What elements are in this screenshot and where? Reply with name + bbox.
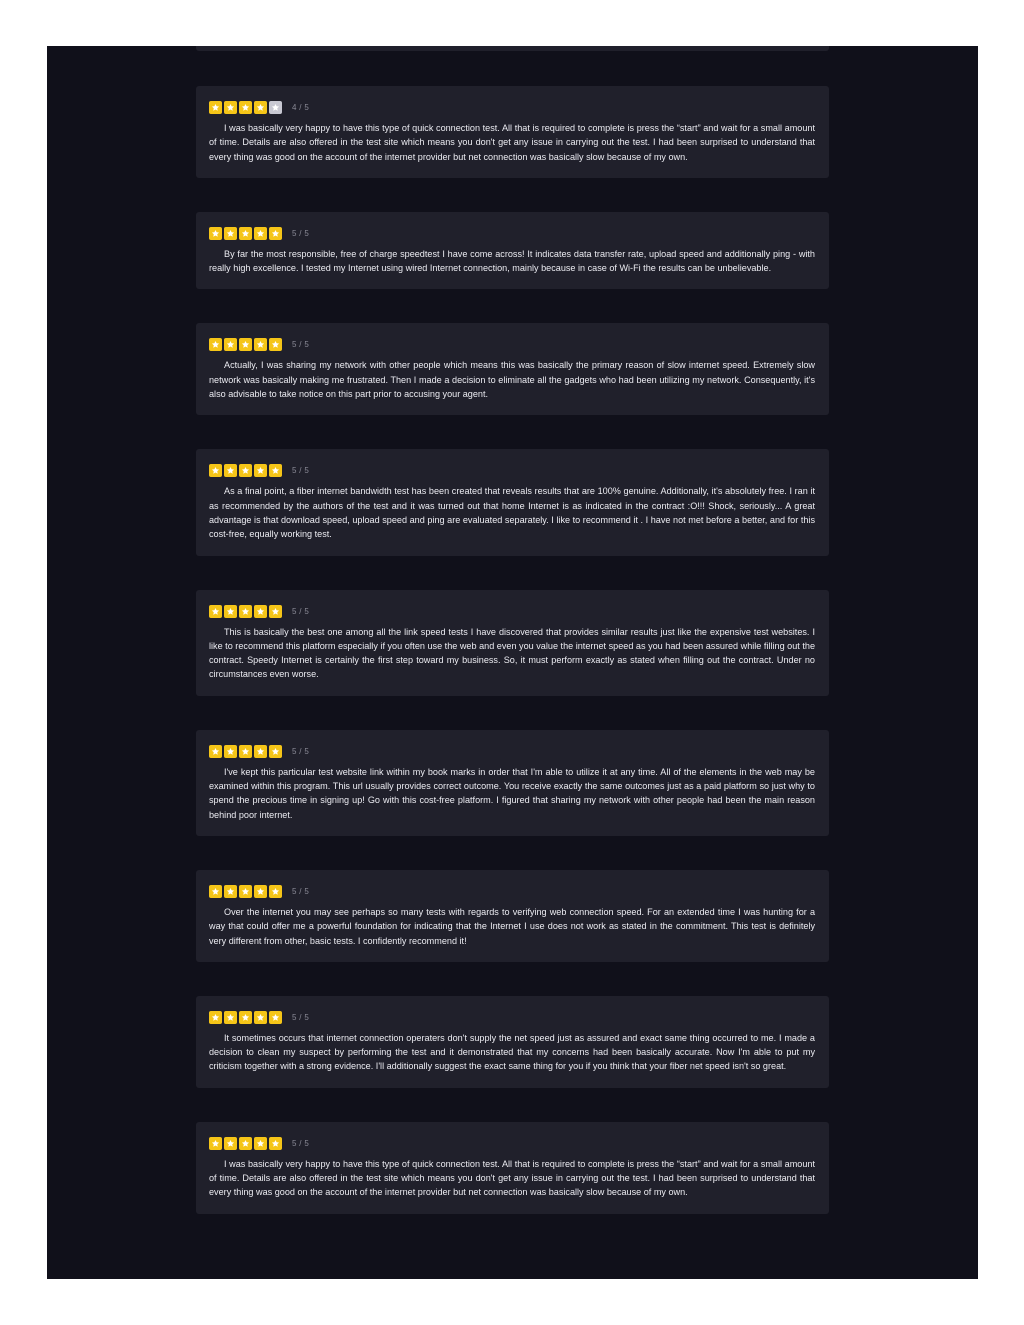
star-icon <box>209 1011 222 1024</box>
star-icon <box>254 464 267 477</box>
rating-score: 5 / 5 <box>292 340 310 350</box>
review-text: Actually, I was sharing my network with other people which means this was basically the primary reason of slow internet speed. Extremely slow network was basically making me frustrated. Then I made a decision to eliminate all the gadgets who had been utilizing my network. Consequently, it's also advisable to take notice on this part prior to accusing your agent. <box>209 360 815 400</box>
star-icon <box>239 885 252 898</box>
review-text: Over the internet you may see perhaps so many tests with regards to verifying web connection speed. For an extended time I was hunting for a way that could offer me a powerful foundation for indicating that the Internet I use does not work as stated in the commitment. This test is definitely very different from other, basic tests. I confidently recommend it! <box>209 906 815 946</box>
star-icon <box>224 338 237 351</box>
star-icon <box>209 1137 222 1150</box>
review-card <box>196 1122 829 1214</box>
review-list <box>196 86 829 1248</box>
star-rating <box>209 338 284 351</box>
star-icon <box>224 745 237 758</box>
star-icon <box>269 227 282 240</box>
rating-row <box>209 1136 815 1151</box>
star-icon <box>224 227 237 240</box>
star-icon <box>269 605 282 618</box>
star-icon <box>209 464 222 477</box>
review-text: I was basically very happy to have this type of quick connection test. All that is required to complete is press the “start” and wait for a small amount of time. Details are also offered in the test site which means you don't get any issue in carrying out the test. I had been surprised to understand that every thing was good on the account of the internet provider but net connection was basically slow because of my own. <box>209 123 815 162</box>
star-icon <box>209 745 222 758</box>
review-text: By far the most responsible, free of charge speedtest I have come across! It indicates data transfer rate, upload speed and additionally ping - with really high excellence. I tested my Internet using wired Internet connection, mainly because in case of Wi-Fi the results can be unbelievable. <box>209 248 815 274</box>
rating-row <box>209 226 815 241</box>
star-icon <box>239 227 252 240</box>
star-icon <box>254 227 267 240</box>
star-icon <box>269 338 282 351</box>
review-text: I've kept this particular test website link within my book marks in order that I'm able to utilize it at any time. All of the elements in the web may be examined within this program. This url usually provides correct outcome. You receive exactly the same outcomes just as a paid platform so just why to spend the precious time in signing up! Go with this cost-free platform. I figured that sharing my network with other people had been the main reason behind poor internet. <box>209 766 815 820</box>
rating-row <box>209 604 815 619</box>
review-card <box>196 590 829 696</box>
star-rating <box>209 227 284 240</box>
star-rating <box>209 1137 284 1150</box>
star-icon <box>224 885 237 898</box>
rating-row <box>209 337 815 352</box>
star-rating <box>209 605 284 618</box>
review-card <box>196 86 829 178</box>
review-card <box>196 870 829 962</box>
rating-row <box>209 463 815 478</box>
star-icon <box>224 464 237 477</box>
review-text: As a final point, a fiber internet bandwidth test has been created that reveals results that are 100% genuine. Additionally, it's absolutely free. I ran it as recommended by the authors of the test and it was turned out that home Internet is as indicated in the contract :O!!! Shock, seriously... A great advantage is that download speed, upload speed and ping are evaluated separately. I like to recommend it . I have not met before a better, and for this cost-free, equally working test. <box>209 486 815 540</box>
rating-score: 4 / 5 <box>292 103 310 112</box>
review-card <box>196 212 829 290</box>
review-text: It sometimes occurs that internet connection operaters don't supply the net speed just as assured and exact same thing occurred to me. I made a decision to clean my suspect by performing the test and it demonstrated that my concerns had been basically accurate. Now I'm able to put my criticism together with a strong evidence. I'll additionally suggest the exact same thing for you if you think that your fiber net speed isn't so great. <box>209 1032 815 1072</box>
reviews-page <box>47 46 978 1279</box>
star-rating <box>209 885 284 898</box>
star-icon <box>254 338 267 351</box>
star-icon <box>239 338 252 351</box>
star-icon <box>224 101 237 114</box>
review-card <box>196 323 829 415</box>
rating-score: 5 / 5 <box>292 228 310 238</box>
star-icon <box>254 1011 267 1024</box>
star-icon <box>239 745 252 758</box>
star-icon <box>239 1137 252 1150</box>
star-icon <box>209 885 222 898</box>
star-icon <box>239 464 252 477</box>
star-rating <box>209 1011 284 1024</box>
previous-review-card-edge <box>196 46 829 51</box>
rating-row <box>209 1010 815 1025</box>
rating-score: 5 / 5 <box>292 466 310 476</box>
rating-row <box>209 100 815 115</box>
rating-score: 5 / 5 <box>292 606 310 616</box>
rating-score: 5 / 5 <box>292 746 310 756</box>
star-icon <box>239 1011 252 1024</box>
star-rating <box>209 101 284 114</box>
rating-row <box>209 744 815 759</box>
review-text: This is basically the best one among all the link speed tests I have discovered that provides similar results just like the expensive test websites. I like to recommend this platform especially if you often use the web and even you value the internet speed as you had been assured while filling out the contract. Speedy Internet is certainly the first step toward my business. So, it must perform exactly as stated when filling out the contract. Under no circumstances even worse. <box>209 626 815 680</box>
star-icon <box>254 101 267 114</box>
star-icon <box>254 885 267 898</box>
star-icon <box>269 885 282 898</box>
star-icon <box>209 227 222 240</box>
review-text: I was basically very happy to have this type of quick connection test. All that is required to complete is press the “start” and wait for a small amount of time. Details are also offered in the test site which means you don't get any issue in carrying out the test. I had been surprised to understand that every thing was good on the account of the internet provider but net connection was basically slow because of my own. <box>209 1158 815 1198</box>
star-rating <box>209 464 284 477</box>
star-icon <box>224 1137 237 1150</box>
rating-score: 5 / 5 <box>292 1138 310 1148</box>
star-icon <box>269 1011 282 1024</box>
star-icon <box>209 338 222 351</box>
rating-score: 5 / 5 <box>292 886 310 896</box>
review-card <box>196 730 829 836</box>
star-icon <box>239 605 252 618</box>
star-icon <box>209 605 222 618</box>
review-card <box>196 996 829 1088</box>
star-icon <box>269 464 282 477</box>
star-icon <box>254 605 267 618</box>
star-icon <box>254 1137 267 1150</box>
star-icon <box>269 745 282 758</box>
rating-score: 5 / 5 <box>292 1012 310 1022</box>
star-icon <box>209 101 222 114</box>
star-icon <box>254 745 267 758</box>
star-icon <box>269 1137 282 1150</box>
star-icon <box>239 101 252 114</box>
star-icon <box>224 1011 237 1024</box>
star-icon <box>224 605 237 618</box>
star-icon <box>269 101 282 114</box>
rating-row <box>209 884 815 899</box>
star-rating <box>209 745 284 758</box>
review-card <box>196 449 829 555</box>
